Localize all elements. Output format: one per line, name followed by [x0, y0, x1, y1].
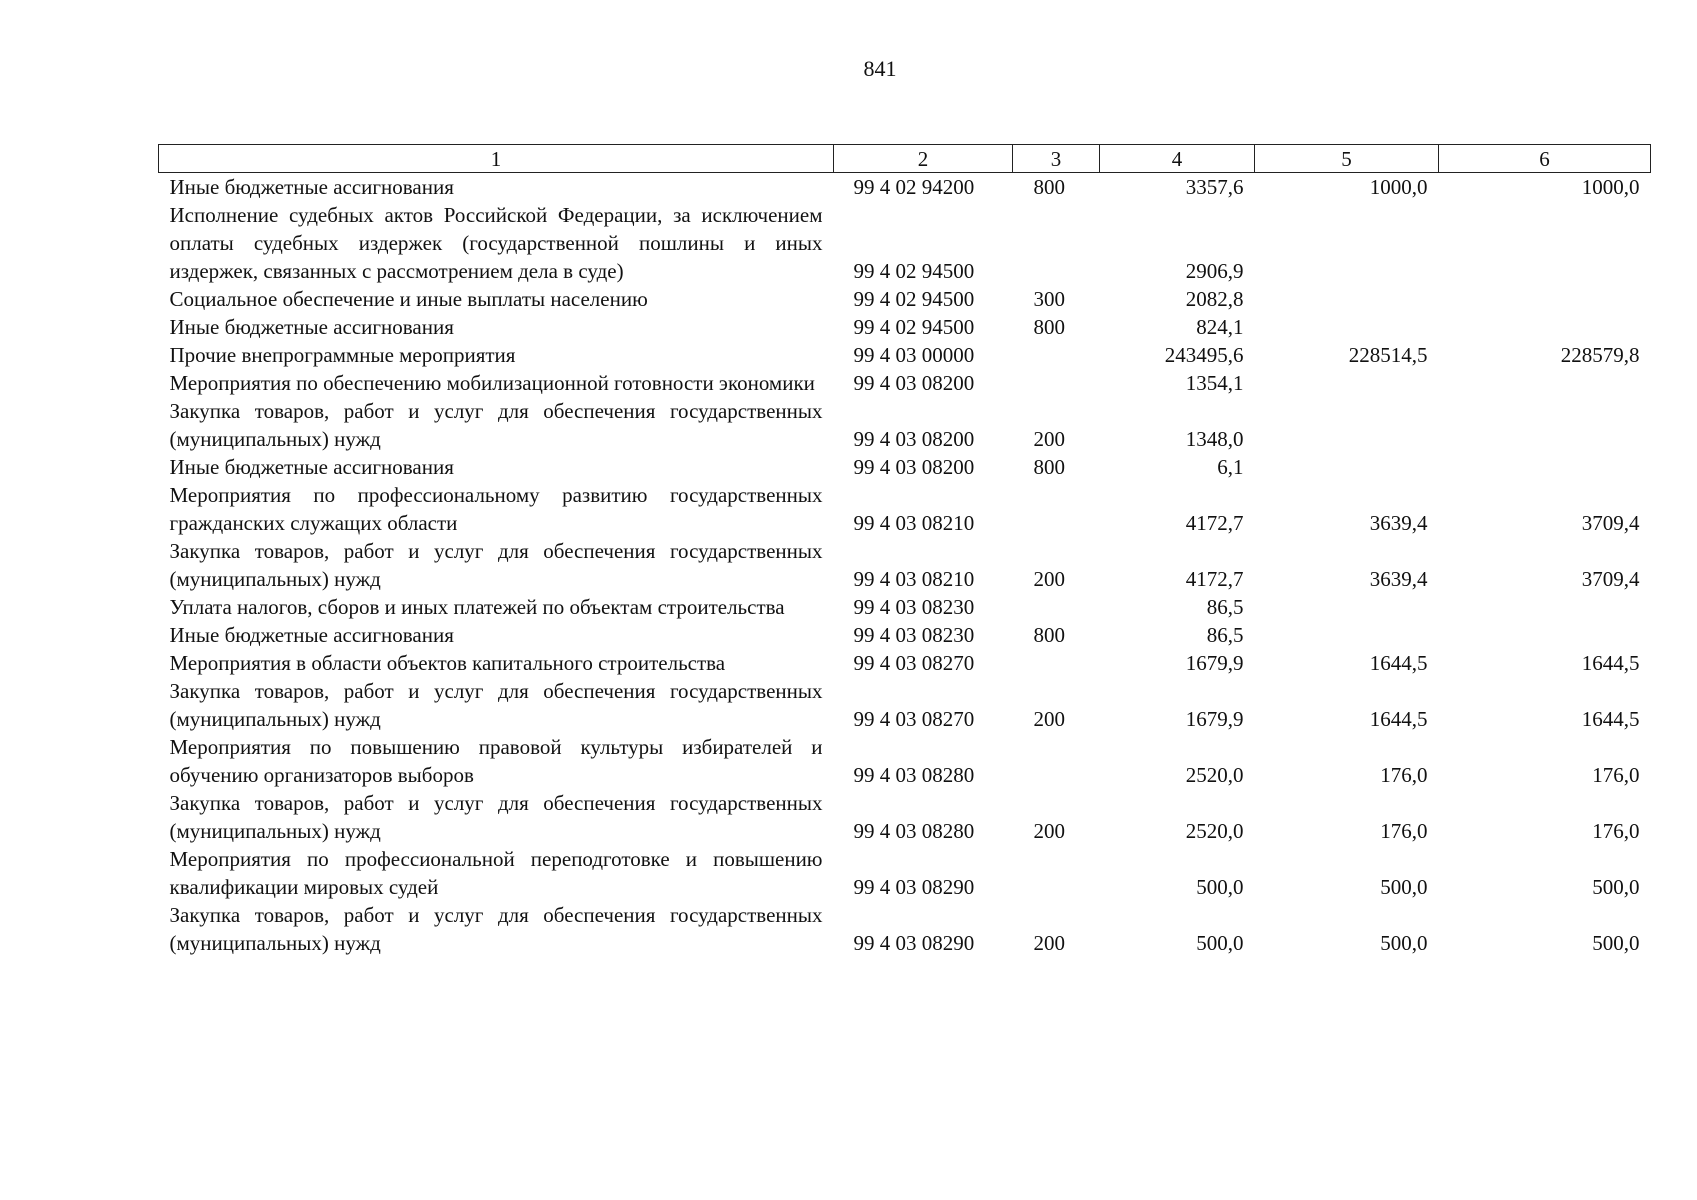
- row-value-col4: 500,0: [1196, 875, 1244, 899]
- table-row: [159, 341, 1651, 369]
- row-value-col4: 243495,6: [1164, 343, 1244, 367]
- budget-table: [158, 144, 1651, 957]
- table-row: [159, 453, 1651, 481]
- row-value-col4: 1354,1: [1185, 371, 1244, 395]
- row-name: Социальное обеспечение и иные выплаты населению: [169, 287, 648, 311]
- row-name: Закупка товаров, работ и услуг для обеспечения государственных (муниципальных) нужд: [169, 399, 823, 451]
- row-value-col4: 6,1: [1217, 455, 1244, 479]
- row-value-col6: [1439, 201, 1651, 285]
- row-name: Уплата налогов, сборов и иных платежей по объектам строительства: [169, 595, 785, 619]
- table-row: [159, 537, 1651, 593]
- budget-table-container: [158, 144, 1650, 957]
- row-name: Мероприятия по обеспечению мобилизационной готовности экономики: [169, 371, 815, 395]
- row-value-col6: [1439, 621, 1651, 649]
- row-expense-type: [1013, 341, 1100, 369]
- row-value-col6: 176,0: [1592, 819, 1640, 843]
- table-row: [159, 621, 1651, 649]
- row-value-col6: [1439, 285, 1651, 313]
- row-value-col5: 228514,5: [1348, 343, 1428, 367]
- table-row: [159, 845, 1651, 901]
- table-body: [159, 173, 1651, 958]
- column-header-5: 5: [1255, 145, 1439, 173]
- row-value-col4: 1679,9: [1185, 651, 1244, 675]
- row-value-col4: 2520,0: [1185, 763, 1244, 787]
- row-name: Мероприятия по профессиональному развитию государственных гражданских служащих области: [169, 483, 823, 535]
- row-code: 99 4 03 00000: [853, 343, 975, 367]
- row-code: 99 4 03 08270: [853, 707, 975, 731]
- row-code: 99 4 03 08200: [853, 455, 975, 479]
- row-name: Мероприятия по профессиональной переподготовке и повышению квалификации мировых судей: [169, 847, 823, 899]
- row-value-col6: 228579,8: [1560, 343, 1640, 367]
- row-code: 99 4 03 08290: [853, 875, 975, 899]
- row-value-col4: 500,0: [1196, 931, 1244, 955]
- row-value-col4: 86,5: [1206, 623, 1244, 647]
- row-expense-type: [1013, 481, 1100, 537]
- row-value-col6: 1644,5: [1581, 651, 1640, 675]
- row-expense-type: 800: [1033, 175, 1065, 199]
- row-code: 99 4 03 08230: [853, 595, 975, 619]
- row-name: Закупка товаров, работ и услуг для обеспечения государственных (муниципальных) нужд: [169, 679, 823, 731]
- table-row: [159, 369, 1651, 397]
- row-value-col5: 1644,5: [1369, 707, 1428, 731]
- table-row: [159, 789, 1651, 845]
- row-expense-type: 200: [1033, 567, 1065, 591]
- row-value-col5: [1255, 285, 1439, 313]
- row-expense-type: 200: [1033, 931, 1065, 955]
- row-value-col6: [1439, 397, 1651, 453]
- row-name: Иные бюджетные ассигнования: [169, 175, 454, 199]
- row-value-col5: 176,0: [1380, 763, 1428, 787]
- row-name: Исполнение судебных актов Российской Федерации, за исключением оплаты судебных издержек (государственной пошлины и иных издержек, связанных с рассмотрением дела в суде): [169, 203, 823, 283]
- row-name: Мероприятия по повышению правовой культуры избирателей и обучению организаторов выборов: [169, 735, 823, 787]
- row-value-col4: 1679,9: [1185, 707, 1244, 731]
- table-row: [159, 201, 1651, 285]
- row-expense-type: [1013, 593, 1100, 621]
- row-name: Мероприятия в области объектов капитального строительства: [169, 651, 726, 675]
- row-value-col4: 2082,8: [1185, 287, 1244, 311]
- page-number: 841: [863, 56, 897, 81]
- row-code: 99 4 03 08200: [853, 371, 975, 395]
- table-row: [159, 593, 1651, 621]
- row-value-col6: 3709,4: [1581, 567, 1640, 591]
- row-value-col5: 500,0: [1380, 931, 1428, 955]
- row-code: 99 4 03 08270: [853, 651, 975, 675]
- row-code: 99 4 03 08280: [853, 819, 975, 843]
- row-value-col5: [1255, 313, 1439, 341]
- row-name: Закупка товаров, работ и услуг для обеспечения государственных (муниципальных) нужд: [169, 791, 823, 843]
- row-value-col6: 500,0: [1592, 875, 1640, 899]
- row-code: 99 4 03 08280: [853, 763, 975, 787]
- row-expense-type: 200: [1033, 819, 1065, 843]
- row-value-col5: [1255, 397, 1439, 453]
- row-code: 99 4 02 94500: [853, 259, 975, 283]
- row-name: Иные бюджетные ассигнования: [169, 315, 454, 339]
- row-value-col4: 3357,6: [1185, 175, 1244, 199]
- row-value-col6: 1000,0: [1581, 175, 1640, 199]
- row-value-col4: 2906,9: [1185, 259, 1244, 283]
- row-expense-type: [1013, 369, 1100, 397]
- row-code: 99 4 03 08210: [853, 511, 975, 535]
- row-expense-type: 800: [1033, 623, 1065, 647]
- header-row: [159, 145, 1651, 173]
- row-value-col5: 1644,5: [1369, 651, 1428, 675]
- row-value-col5: [1255, 369, 1439, 397]
- row-code: 99 4 03 08210: [853, 567, 975, 591]
- row-value-col5: 3639,4: [1369, 511, 1428, 535]
- row-expense-type: [1013, 733, 1100, 789]
- row-expense-type: [1013, 845, 1100, 901]
- table-header: [159, 145, 1651, 173]
- table-row: [159, 285, 1651, 313]
- row-value-col6: [1439, 453, 1651, 481]
- table-row: [159, 397, 1651, 453]
- table-row: [159, 173, 1651, 202]
- table-row: [159, 481, 1651, 537]
- row-value-col5: 500,0: [1380, 875, 1428, 899]
- table-row: [159, 313, 1651, 341]
- row-name: Закупка товаров, работ и услуг для обеспечения государственных (муниципальных) нужд: [169, 539, 823, 591]
- row-name: Закупка товаров, работ и услуг для обеспечения государственных (муниципальных) нужд: [169, 903, 823, 955]
- row-value-col6: 500,0: [1592, 931, 1640, 955]
- row-expense-type: [1013, 649, 1100, 677]
- row-value-col4: 4172,7: [1185, 567, 1244, 591]
- column-header-6: 6: [1439, 145, 1651, 173]
- row-expense-type: [1013, 201, 1100, 285]
- row-value-col6: [1439, 313, 1651, 341]
- row-value-col4: 1348,0: [1185, 427, 1244, 451]
- row-name: Иные бюджетные ассигнования: [169, 455, 454, 479]
- row-name: Прочие внепрограммные мероприятия: [169, 343, 516, 367]
- row-value-col5: 1000,0: [1369, 175, 1428, 199]
- table-row: [159, 649, 1651, 677]
- row-value-col5: [1255, 453, 1439, 481]
- row-code: 99 4 02 94200: [853, 175, 975, 199]
- column-header-4: 4: [1100, 145, 1255, 173]
- row-code: 99 4 03 08200: [853, 427, 975, 451]
- row-value-col4: 824,1: [1196, 315, 1244, 339]
- row-expense-type: 300: [1033, 287, 1065, 311]
- row-expense-type: 800: [1033, 315, 1065, 339]
- row-value-col6: 3709,4: [1581, 511, 1640, 535]
- row-expense-type: 200: [1033, 707, 1065, 731]
- row-value-col5: 176,0: [1380, 819, 1428, 843]
- row-code: 99 4 02 94500: [853, 287, 975, 311]
- row-code: 99 4 03 08290: [853, 931, 975, 955]
- table-row: [159, 733, 1651, 789]
- row-value-col5: 3639,4: [1369, 567, 1428, 591]
- column-header-2: 2: [834, 145, 1013, 173]
- row-value-col5: [1255, 201, 1439, 285]
- row-expense-type: 200: [1033, 427, 1065, 451]
- table-row: [159, 677, 1651, 733]
- row-value-col4: 4172,7: [1185, 511, 1244, 535]
- row-value-col4: 86,5: [1206, 595, 1244, 619]
- row-value-col5: [1255, 621, 1439, 649]
- row-name: Иные бюджетные ассигнования: [169, 623, 454, 647]
- row-value-col6: 1644,5: [1581, 707, 1640, 731]
- column-header-3: 3: [1013, 145, 1100, 173]
- row-value-col4: 2520,0: [1185, 819, 1244, 843]
- table-row: [159, 901, 1651, 957]
- row-value-col6: [1439, 593, 1651, 621]
- row-code: 99 4 02 94500: [853, 315, 975, 339]
- row-value-col5: [1255, 593, 1439, 621]
- row-value-col6: [1439, 369, 1651, 397]
- row-value-col6: 176,0: [1592, 763, 1640, 787]
- row-code: 99 4 03 08230: [853, 623, 975, 647]
- column-header-1: 1: [159, 145, 834, 173]
- row-expense-type: 800: [1033, 455, 1065, 479]
